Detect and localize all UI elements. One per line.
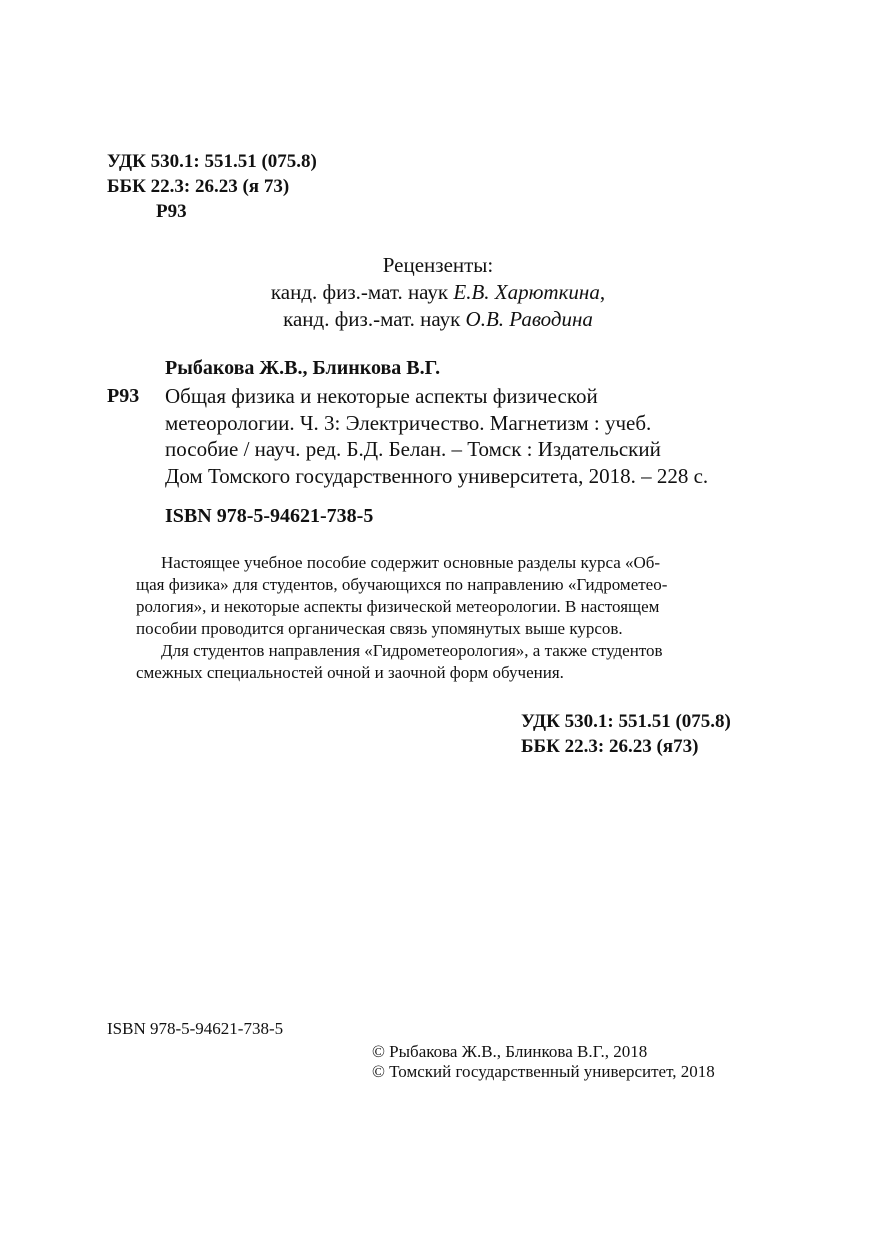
bib-line-1: Общая физика и некоторые аспекты физической xyxy=(165,384,598,408)
reviewer-2 xyxy=(0,307,876,332)
footer-isbn: ISBN 978-5-94621-738-5 xyxy=(107,1019,284,1038)
bib-line-2: метеорологии. Ч. 3: Электричество. Магнетизм : учеб. xyxy=(165,411,652,435)
annotation-line-4: пособии проводится органическая связь упомянутых выше курсов. xyxy=(136,619,623,638)
bbk-top: ББК 22.3: 26.23 (я 73) xyxy=(107,176,290,197)
annotation-line-1: Настоящее учебное пособие содержит основные разделы курса «Об- xyxy=(161,553,661,572)
udk-bottom: УДК 530.1: 551.51 (075.8) xyxy=(521,711,731,732)
copyright-university: © Томский государственный университет, 2018 xyxy=(372,1062,715,1081)
annotation-line-3: рология», и некоторые аспекты физической метеорологии. В настоящем xyxy=(136,597,660,616)
reviewer-1 xyxy=(0,280,876,305)
annotation-line-2: щая физика» для студентов, обучающихся по направлению «Гидрометео- xyxy=(136,575,668,594)
reviewer-1-title: канд. физ.-мат. наук xyxy=(270,280,449,304)
bbk-bottom: ББК 22.3: 26.23 (я73) xyxy=(521,736,699,757)
annotation-line-5: Для студентов направления «Гидрометеорология», а также студентов xyxy=(161,641,663,660)
reviewer-2-title: канд. физ.-мат. наук xyxy=(283,307,461,331)
annotation-line-6: смежных специальностей очной и заочной форм обучения. xyxy=(136,663,564,682)
reviewer-1-name: Е.В. Харюткина xyxy=(453,280,600,304)
bib-isbn: ISBN 978-5-94621-738-5 xyxy=(165,505,374,527)
bib-authors: Рыбакова Ж.В., Блинкова В.Г. xyxy=(165,357,441,379)
copyright-authors: © Рыбакова Ж.В., Блинкова В.Г., 2018 xyxy=(372,1042,648,1061)
bib-line-4: Дом Томского государственного университета, 2018. – 228 с. xyxy=(165,464,709,488)
reviewer-1-comma: , xyxy=(599,280,606,304)
bib-line-3: пособие / науч. ред. Б.Д. Белан. – Томск : Издательский xyxy=(165,437,661,461)
reviewers-heading: Рецензенты: xyxy=(382,253,494,277)
author-code-top: Р93 xyxy=(156,201,187,222)
reviewer-2-name: О.В. Раводина xyxy=(465,307,593,331)
bib-author-code: Р93 xyxy=(107,385,140,407)
udk-top: УДК 530.1: 551.51 (075.8) xyxy=(107,151,317,172)
